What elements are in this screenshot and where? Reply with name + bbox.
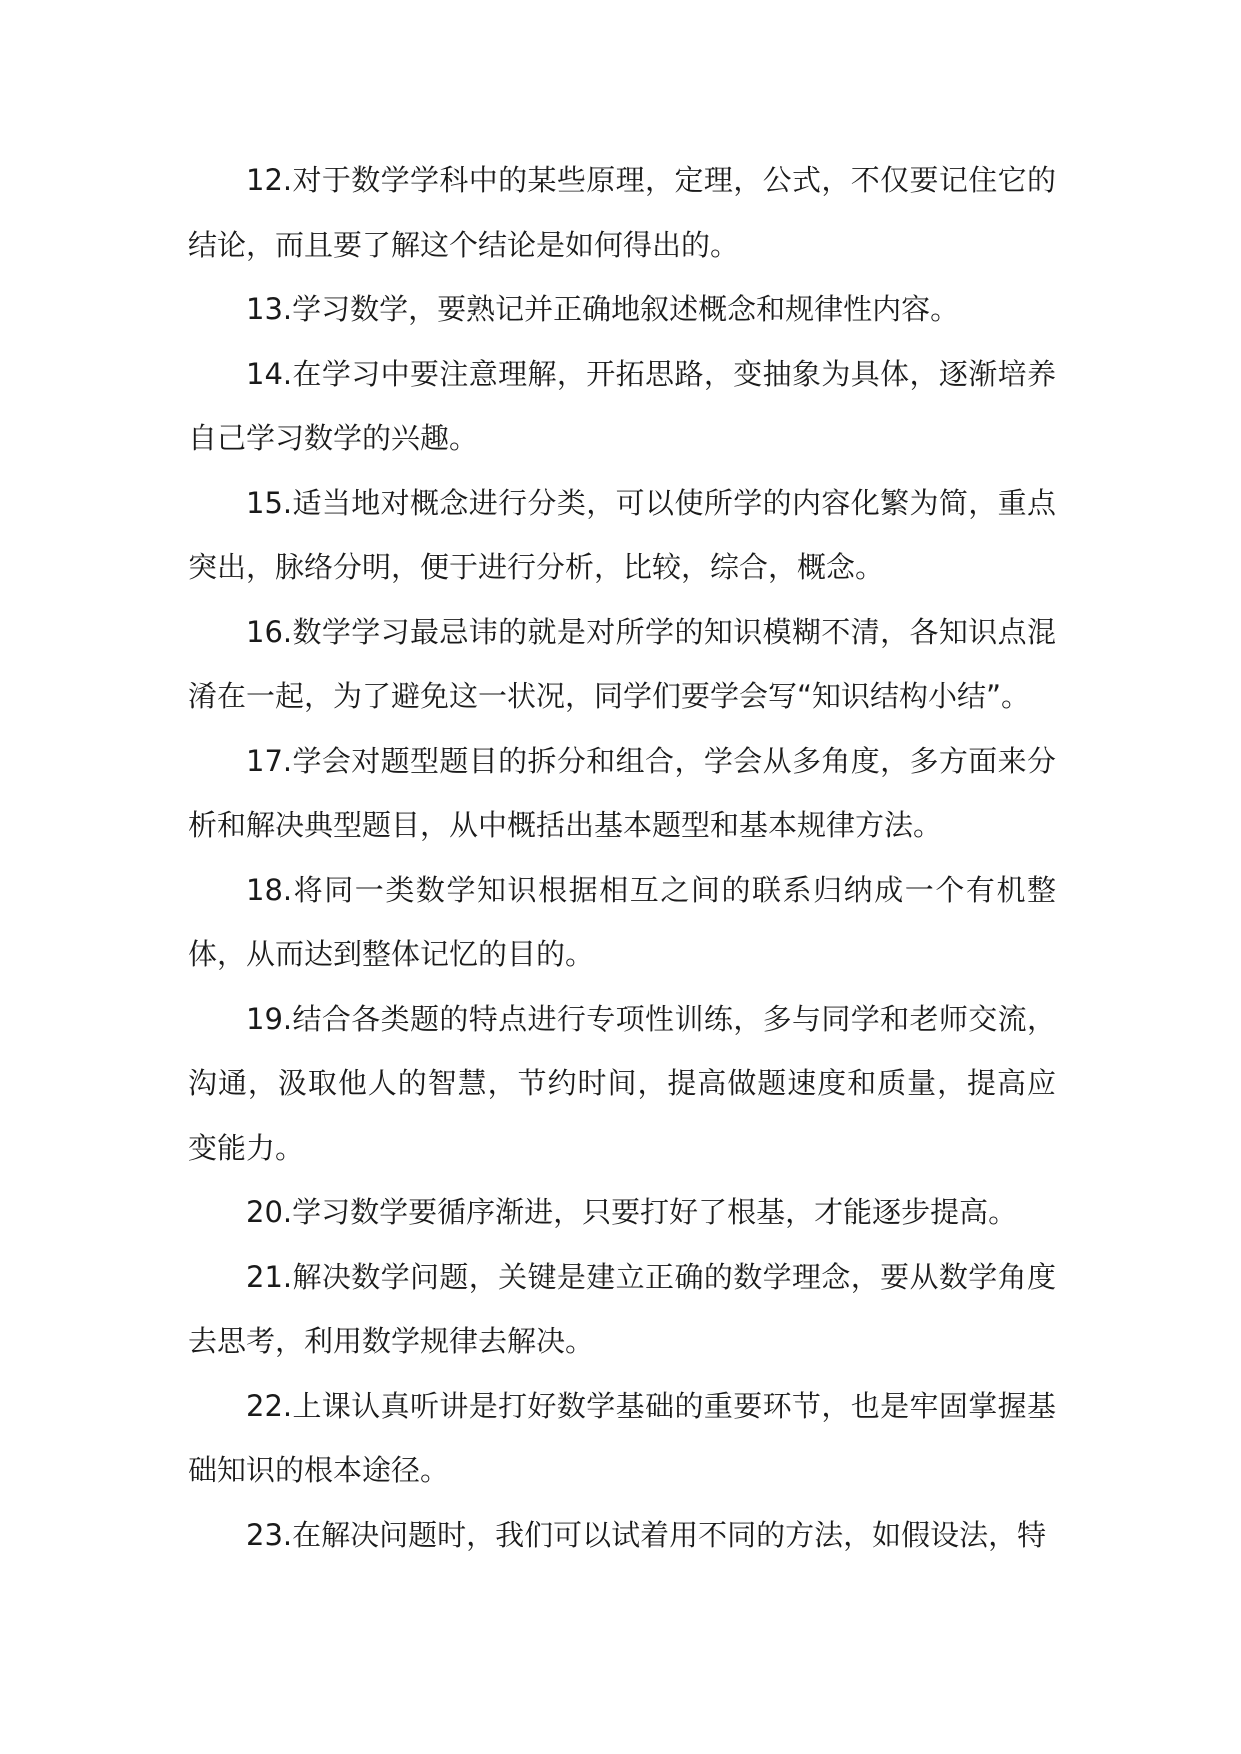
paragraph-21: 21.解决数学问题，关键是建立正确的数学理念，要从数学角度去思考，利用数学规律去解决。 (188, 1259, 1056, 1358)
paragraph-23: 23.在解决问题时，我们可以试着用不同的方法，如假设法，特 (246, 1517, 1047, 1552)
paragraph-22: 22.上课认真听讲是打好数学基础的重要环节，也是牢固掌握基础知识的根本途径。 (188, 1388, 1056, 1487)
paragraph-13: 13.学习数学，要熟记并正确地叙述概念和规律性内容。 (246, 292, 960, 326)
paragraph-18: 18.将同一类数学知识根据相互之间的联系归纳成一个有机整体，从而达到整体记忆的目的。 (188, 872, 1056, 971)
paragraph-19: 19.结合各类题的特点进行专项性训练，多与同学和老师交流，沟通，汲取他人的智慧，节约时间，提高做题速度和质量，提高应变能力。 (188, 1001, 1056, 1165)
paragraph-20: 20.学习数学要循序渐进，只要打好了根基，才能逐步提高。 (246, 1195, 1018, 1229)
document-body (188, 148, 1056, 1567)
paragraph-15: 15.适当地对概念进行分类，可以使所学的内容化繁为简，重点突出，脉络分明，便于进行分析，比较，综合，概念。 (188, 485, 1056, 584)
paragraph-16: 16.数学学习最忌讳的就是对所学的知识模糊不清，各知识点混淆在一起，为了避免这一状况，同学们要学会写“知识结构小结”。 (188, 614, 1056, 713)
paragraph-17: 17.学会对题型题目的拆分和组合，学会从多角度，多方面来分析和解决典型题目，从中概括出基本题型和基本规律方法。 (188, 743, 1056, 842)
paragraph-14: 14.在学习中要注意理解，开拓思路，变抽象为具体，逐渐培养自己学习数学的兴趣。 (188, 356, 1056, 455)
paragraph-12: 12.对于数学学科中的某些原理，定理，公式，不仅要记住它的结论，而且要了解这个结论是如何得出的。 (188, 163, 1056, 262)
